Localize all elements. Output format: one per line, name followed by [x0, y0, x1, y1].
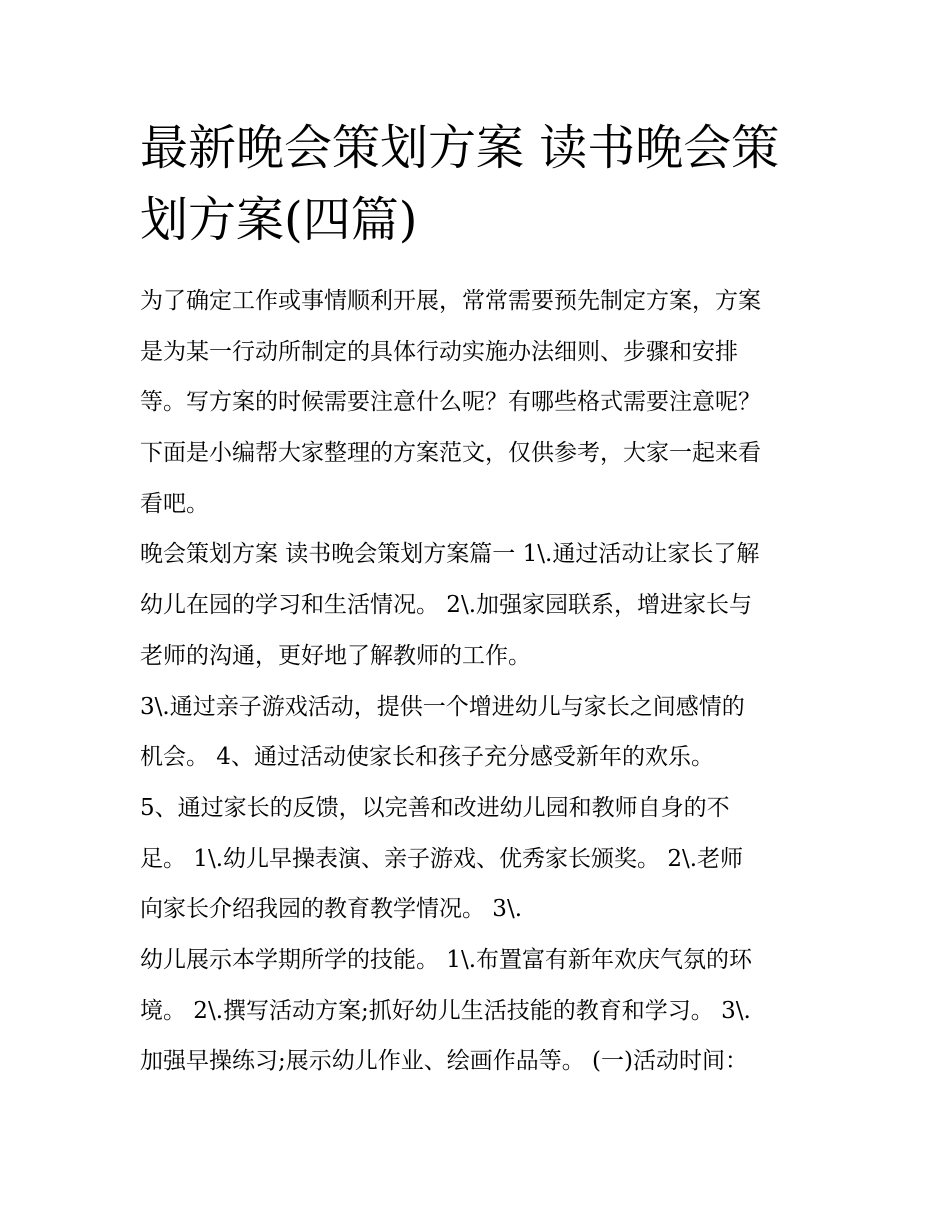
document-body: [140, 276, 830, 1087]
body-line: 下面是小编帮大家整理的方案范文，仅供参考，大家一起来看: [140, 440, 761, 467]
body-line: 向家长介绍我园的教育教学情况。 3\.: [140, 896, 523, 923]
body-line: 晚会策划方案 读书晚会策划方案篇一 1\.通过活动让家长了解: [140, 541, 760, 568]
document-title: [140, 112, 830, 256]
title-line-1: 最新晚会策划方案 读书晚会策: [140, 120, 780, 176]
body-line: 加强早操练习;展示幼儿作业、绘画作品等。 (一)活动时间：: [140, 1048, 749, 1075]
body-line: 3\.通过亲子游戏活动，提供一个增进幼儿与家长之间感情的: [140, 693, 745, 720]
body-line: 为了确定工作或事情顺利开展，常常需要预先制定方案，方案: [140, 288, 761, 314]
body-line: 看吧。: [140, 490, 209, 517]
title-line-2: 划方案(四篇): [140, 192, 418, 248]
body-line: 幼儿展示本学期所学的技能。 1\.布置富有新年欢庆气氛的环: [140, 946, 753, 973]
body-line: 老师的沟通，更好地了解教师的工作。: [140, 642, 531, 669]
body-line: 5、通过家长的反馈，以完善和改进幼儿园和教师自身的不: [140, 794, 730, 821]
body-line: 幼儿在园的学习和生活情况。 2\.加强家园联系，增进家长与: [140, 592, 753, 619]
body-line: 境。 2\.撰写活动方案;抓好幼儿生活技能的教育和学习。 3\.: [140, 997, 751, 1024]
body-line: 等。写方案的时候需要注意什么呢？有哪些格式需要注意呢？: [140, 389, 761, 416]
body-line: 是为某一行动所制定的具体行动实施办法细则、步骤和安排: [140, 338, 738, 365]
body-line: 机会。 4、通过活动使家长和孩子充分感受新年的欢乐。: [140, 744, 714, 771]
body-line: 足。 1\.幼儿早操表演、亲子游戏、优秀家长颁奖。 2\.老师: [140, 845, 744, 872]
